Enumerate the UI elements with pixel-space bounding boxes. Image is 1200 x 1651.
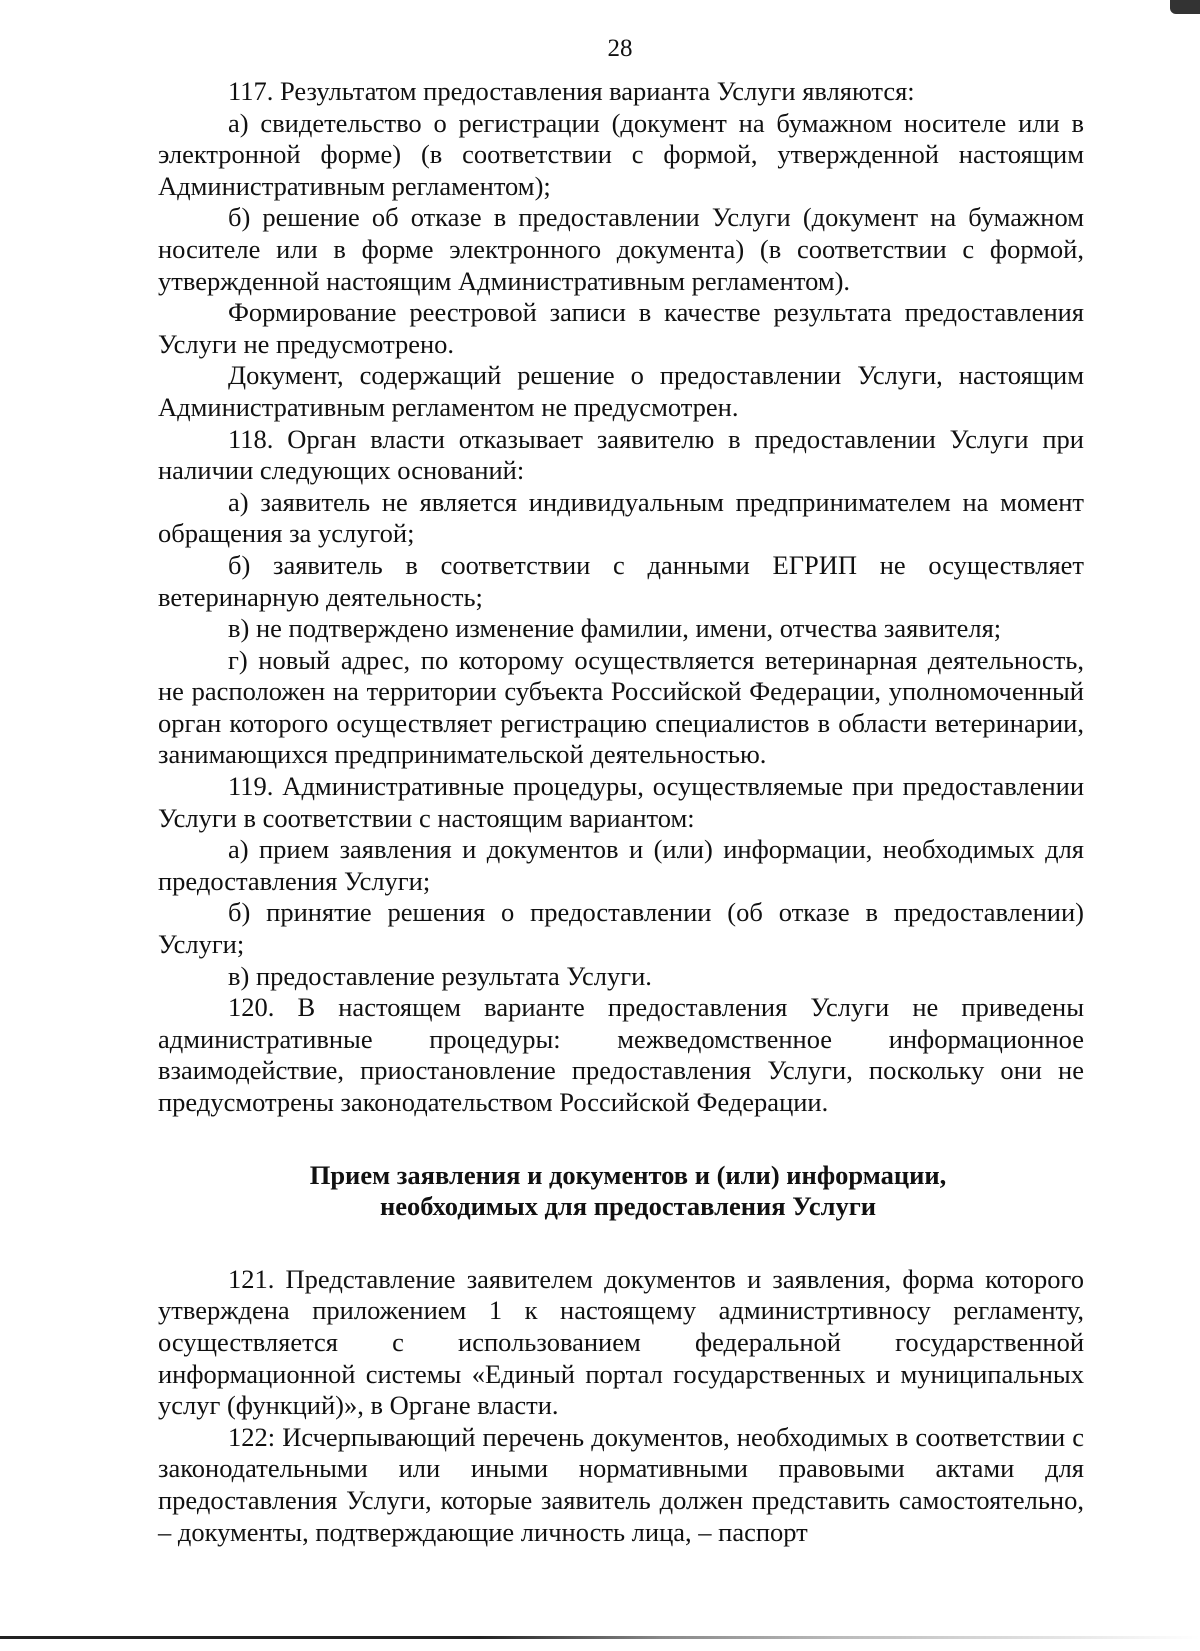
paragraph-decision-document: Документ, содержащий решение о предоставлении Услуги, настоящим Административным регламентом не предусмотрен. — [158, 360, 1084, 422]
paragraph-119-v: в) предоставление результата Услуги. — [228, 960, 652, 991]
paragraph-120: 120. В настоящем варианте предоставления Услуги не приведены административные процедуры: межведомственное информационное взаимодействие, приостановление предоставления Услуги, поскольку они не предусмотрены законодательством Российской Федерации. — [158, 992, 1084, 1117]
paragraph-118-v: в) не подтверждено изменение фамилии, имени, отчества заявителя; — [228, 613, 1002, 644]
document-body — [158, 76, 1084, 1548]
paragraph-117: 117. Результатом предоставления варианта Услуги являются: — [228, 76, 915, 106]
section-heading-line-1: Прием заявления и документов и (или) информации, — [309, 1159, 947, 1190]
paragraph-117-a: а) свидетельство о регистрации (документ на бумажном носителе или в электронной форме) (в соответствии с формой, утвержденной настоящим Административным регламентом); — [158, 107, 1084, 201]
paragraph-117-b: б) решение об отказе в предоставлении Услуги (документ на бумажном носителе или в форме электронного документа) (в соответствии с формой, утвержденной настоящим Административным регламентом). — [158, 202, 1084, 296]
paragraph-118-a: а) заявитель не является индивидуальным предпринимателем на момент обращения за услугой; — [158, 486, 1084, 549]
page-number: 28 — [607, 35, 633, 62]
section-heading — [158, 1160, 1084, 1223]
paragraph-118: 118. Орган власти отказывает заявителю в предоставлении Услуги при наличии следующих оснований: — [158, 423, 1084, 486]
paragraph-registry-record: Формирование реестровой записи в качестве результата предоставления Услуги не предусмотрено. — [158, 297, 1084, 359]
scan-artifact — [1170, 0, 1200, 14]
scan-bottom-edge — [0, 1636, 1200, 1639]
paragraph-118-g: г) новый адрес, по которому осуществляется ветеринарная деятельность, не расположен на территории субъекта Российской Федерации, уполномоченный орган которого осуществляет регистрацию специалистов в области ветеринарии, занимающихся предпринимательской деятельностью. — [158, 644, 1084, 770]
paragraph-122: 122: Исчерпывающий перечень документов, необходимых в соответствии с законодательными или иными нормативными правовыми актами для предоставления Услуги, которые заявитель должен представить самостоятельно, – документы, подтверждающие личность лица, – паспорт — [158, 1421, 1084, 1547]
paragraph-119-a: а) прием заявления и документов и (или) информации, необходимых для предоставления Услуги; — [158, 834, 1084, 896]
paragraph-119-b: б) принятие решения о предоставлении (об отказе в предоставлении) Услуги; — [158, 897, 1084, 960]
section-heading-line-2: необходимых для предоставления Услуги — [379, 1191, 877, 1222]
paragraph-121: 121. Представление заявителем документов и заявления, форма которого утверждена приложением 1 к настоящему администртивносу регламенту, осуществляется с использованием федеральной государственной информационной системы «Единый портал государственных и муниципальных услуг (функций)», в Органе власти. — [158, 1263, 1084, 1421]
paragraph-119: 119. Административные процедуры, осуществляемые при предоставлении Услуги в соответствии с настоящим вариантом: — [158, 771, 1084, 833]
paragraph-118-b: б) заявитель в соответствии с данными ЕГРИП не осуществляет ветеринарную деятельность; — [158, 549, 1084, 612]
